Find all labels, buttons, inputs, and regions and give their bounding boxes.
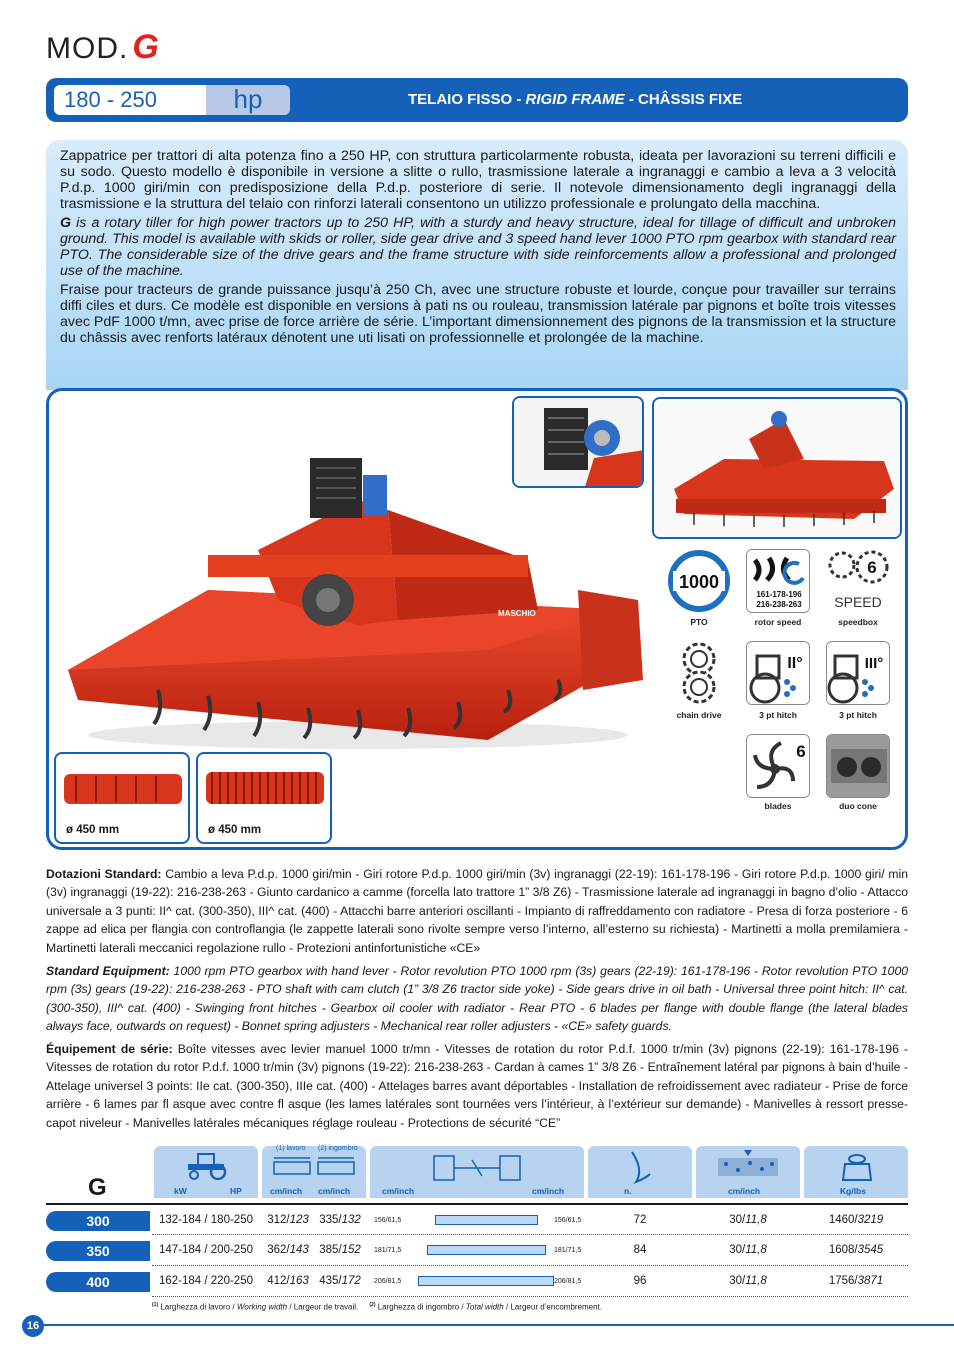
row-400-depth: 30/11,8 <box>729 1275 767 1287</box>
equipment-en-text: 1000 rpm PTO gearbox with hand lever - Rotor revolution PTO 1000 rpm (3s) gears (22-19): 161-178-196 - Rotor revolution PTO 1000 rpm (3s) gears (19-22): 216-238-263 - PTO shaft with cam clutch (1” 3/8 Z6 tractor side yoke) - Side gears drive in oil bath - Universal three point hitch: II^ cat. (300-350), III^ cat. (400) - Swinging front hitches - Gearbox oil cooler with radiator - Rear PTO - 6 blades per flange with double flange (the lateral blades always face, outwards on request) - Bonnet spring adjusters - Mechanical rear roller adjusters - «CE» safety guards. <box>46 964 909 1034</box>
blades-header: n. <box>624 1186 632 1196</box>
description <box>60 148 896 349</box>
roller-2-diameter: ø 450 mm <box>208 824 262 836</box>
track-right-header: cm/inch <box>532 1186 565 1196</box>
row-300-blades: 72 <box>633 1214 647 1226</box>
total-width-tag: (2) ingombro <box>318 1145 358 1152</box>
hitch-cat3-caption: 3 pt hitch <box>839 710 877 720</box>
svg-text:III°: III° <box>864 655 884 672</box>
svg-text:216-238-263: 216-238-263 <box>756 600 802 609</box>
model-title <box>46 28 160 67</box>
working-width-header: cm/inch <box>270 1186 303 1196</box>
row-400-weight: 1756/3871 <box>828 1275 884 1287</box>
width-diagram-icon <box>270 1156 360 1182</box>
hitch-cat3-icon <box>826 641 890 705</box>
description-en-lead: G <box>60 215 72 231</box>
kw-header: kW <box>174 1186 187 1196</box>
speedbox-icon <box>826 549 890 613</box>
svg-text:1000: 1000 <box>678 572 720 592</box>
depth-icon <box>716 1150 780 1180</box>
track-left-header: cm/inch <box>382 1186 415 1196</box>
standard-equipment-fr <box>46 1040 908 1132</box>
row-divider <box>152 1234 908 1235</box>
rotor-speed-icon <box>746 549 810 613</box>
footnote-2-en: Total width <box>465 1302 504 1312</box>
row-divider <box>152 1296 908 1297</box>
row-350-track-right: 181/71,5 <box>554 1247 582 1254</box>
equipment-en-label: Standard Equipment: <box>46 964 170 978</box>
row-300-track-bar <box>435 1215 538 1225</box>
row-300-power: 132-184 / 180-250 <box>159 1214 253 1226</box>
svg-text:SPEED: SPEED <box>834 594 882 610</box>
weight-column-header <box>804 1146 908 1198</box>
hp-unit: hp <box>206 85 290 115</box>
weight-icon <box>842 1152 872 1182</box>
row-300-track-left: 156/61,5 <box>374 1217 402 1224</box>
row-350-track-bar <box>427 1245 546 1255</box>
standard-equipment-it <box>46 865 908 957</box>
footnote-2-marker: (2) <box>369 1302 376 1308</box>
footnote-2-it: Larghezza di ingombro / <box>375 1302 466 1312</box>
frame-title-it: TELAIO FISSO - <box>408 91 526 108</box>
equipment-it-text: Cambio a leva P.d.p. 1000 giri/min - Giri rotore P.d.p. 1000 giri/min (3v) ingranaggi (22-19): 161-178-196 - Giri rotore P.d.p. 1000 giri/ min (3v) ingranaggi (19-22): 216-238-263 - Giunto cardanico a camme (forcella lato trattore 1” 3/8 Z6) - Trasmissione laterale ad ingranaggi in bagno d’olio - Attacco universale a 3 punti: II^ cat. (300-350), III^ cat. (400) - Attacchi barre anteriori oscillanti - Impianto di raffreddamento con radiatore - Presa di forza posteriore - 6 zappe ad elica per flangia con controflangia (le zappette laterali sono rivolte sempre verso l’interno, all’esterno su richiesta) - Martinetti a molla premilamiera - Martinetti laterali meccanici regolazione rullo - Protezioni antinfortunistiche «CE» <box>46 867 908 955</box>
frame-title-fr: - CHÂSSIS FIXE <box>624 91 743 108</box>
depth-column-header <box>696 1146 800 1198</box>
row-400-total-width: 435/172 <box>319 1275 361 1287</box>
footnote-1-en: Working width <box>236 1302 288 1312</box>
description-fr: Fraise pour tracteurs de grande puissance jusqu’à 250 Ch, avec une structure robuste et lourde, conçue pour travailler sur terrains diffi ciles et durs. Ce modèle est disponible en versions à pati ns ou rouleau, transmission latérale par pignons et boîte trois vitesses avec PdF 1000 t/mn, avec prise de force arrière de série. L’important dimensionnement des pignons de la transmission et la structure du châssis avec renforts latéraux dénotent une uti lisati on professionnelle et prolongée de la machine. <box>60 282 896 346</box>
equipment-fr-label: Équipement de série: <box>46 1042 173 1056</box>
row-300-working-width: 312/123 <box>267 1214 309 1226</box>
track-column-header <box>370 1146 584 1198</box>
row-350-total-width: 385/152 <box>319 1244 361 1256</box>
pto-caption: PTO <box>690 617 708 627</box>
svg-text:6: 6 <box>796 742 806 761</box>
title-bar <box>46 78 908 122</box>
description-en <box>60 215 896 279</box>
equipment-fr-text: Boîte vitesses avec levier manuel 1000 tr/mn - Vitesses de rotation du rotor P.d.f. 1000 tr/min (3v) pignons (22-19): 161-178-196 - Vitesses de rotation du rotor P.d.f. 1000 tr/min (3v) pignons (19-22): 216-238-263 - Cardan à cames 1” 3/8 Z6 - Entraînement latéral par pignons à bain d’huile - Attelage universel 3 points: IIe cat. (300-350), IIIe cat. (400) - Attelages barres avant déportables - Installation de refroidissement avec radiateur - Prise de force arrière - 6 lames par fl asque avec contre fl asque (les lames latérales sont tournées vers l’intérieur, à l’extérieur sur demande) - Manivelles à ressort presse-capot niveleur - Manivelles latérales mécaniques réglage rouleau - Protections de sécurité “CE” <box>46 1042 908 1130</box>
working-width-tag: (1) lavoro <box>276 1145 306 1152</box>
row-350-depth: 30/11,8 <box>729 1244 767 1256</box>
tractor-icon <box>184 1150 232 1180</box>
standard-equipment-en <box>46 962 908 1036</box>
equipment-it-label: Dotazioni Standard: <box>46 867 162 881</box>
hp-range: 180 - 250 <box>64 87 157 112</box>
svg-text:6: 6 <box>867 558 877 577</box>
page-number: 16 <box>22 1315 44 1337</box>
blades-icon <box>746 734 810 798</box>
row-400-track-right: 206/81,5 <box>554 1278 582 1285</box>
chain-drive-caption: chain drive <box>676 710 722 720</box>
row-350-working-width: 362/143 <box>267 1244 309 1256</box>
brand-decal: MASCHIO <box>498 609 536 618</box>
footnote-2-fr: / Largeur d’encombrement. <box>503 1302 603 1312</box>
blades-caption: blades <box>764 801 792 811</box>
width-column-header <box>262 1146 366 1198</box>
row-350-blades: 84 <box>633 1244 647 1256</box>
model-prefix: MOD. <box>46 32 129 65</box>
row-divider <box>152 1265 908 1266</box>
roller-1-diameter: ø 450 mm <box>66 824 120 836</box>
svg-text:161-178-196: 161-178-196 <box>756 590 802 599</box>
hp-header: HP <box>230 1186 242 1196</box>
frame-title-en: RIGID FRAME <box>525 91 625 108</box>
row-300-depth: 30/11,8 <box>729 1214 767 1226</box>
row-400-track-bar <box>418 1276 554 1286</box>
footer-rule <box>30 1324 954 1326</box>
blade-icon <box>624 1150 654 1184</box>
blades-column-header <box>588 1146 692 1198</box>
roller-photo-1 <box>54 752 190 844</box>
row-300-track-right: 156/61,5 <box>554 1217 582 1224</box>
gearbox-detail-photo <box>512 396 644 488</box>
track-diagram-icon <box>432 1152 522 1184</box>
table-top-rule <box>46 1203 908 1205</box>
model-300-label: 300 <box>46 1211 150 1231</box>
row-350-track-left: 181/71,5 <box>374 1247 402 1254</box>
row-300-total-width: 335/132 <box>319 1214 361 1226</box>
hitch-cat2-caption: 3 pt hitch <box>759 710 797 720</box>
roller-photo-2 <box>196 752 332 844</box>
weight-header: Kg/lbs <box>840 1186 866 1196</box>
depth-header: cm/inch <box>728 1186 761 1196</box>
row-400-power: 162-184 / 220-250 <box>159 1275 253 1287</box>
table-footnote <box>152 1302 602 1312</box>
model-letter: G <box>132 28 160 66</box>
footnote-1-it: Larghezza di lavoro / <box>158 1302 237 1312</box>
model-350-label: 350 <box>46 1241 150 1261</box>
pto-icon <box>667 549 731 613</box>
footnote-1-fr: / Largeur de travail. <box>287 1302 359 1312</box>
row-400-working-width: 412/163 <box>267 1275 309 1287</box>
description-en-text: is a rotary tiller for high power tractors up to 250 HP, with a sturdy and heavy structure, ideal for tillage of difficult and unbroken ground. This model is available with skids or roller, side gear drive and 3 speed hand lever 1000 PTO rpm gearbox with standard rear PTO. The considerable size of the drive gears and the frame structure with side reinforcements allow a professional and prolonged use of the machine. <box>60 215 896 279</box>
svg-text:II°: II° <box>787 655 803 672</box>
row-350-power: 147-184 / 200-250 <box>159 1244 253 1256</box>
description-it: Zappatrice per trattori di alta potenza fino a 250 HP, con struttura particolarmente robusta, ideata per lavorazioni su terreni difficili e su sodo. Questo modello è disponibile in versione a slitte o rullo, trasmissione laterale a ingranaggi e cambio a leva a 3 velocità P.d.p. 1000 giri/min con predisposizione della P.d.p. posteriore di serie. Il notevole dimensionamento degli ingranaggi della trasmissione e la struttura del telaio con rinforzi laterali consentono un utilizzo professionale e prolungato della macchina. <box>60 148 896 212</box>
hp-range-box <box>54 85 290 115</box>
tiller-rear-photo <box>652 397 902 539</box>
hitch-cat2-icon <box>746 641 810 705</box>
speedbox-caption: speedbox <box>838 617 878 627</box>
model-400-label: 400 <box>46 1272 150 1292</box>
chain-drive-icon <box>667 641 731 705</box>
power-column-header <box>154 1146 258 1198</box>
row-300-weight: 1460/3219 <box>828 1214 884 1226</box>
row-400-blades: 96 <box>633 1275 647 1287</box>
duo-cone-icon <box>826 734 890 798</box>
duo-cone-caption: duo cone <box>839 801 877 811</box>
rotor-speed-caption: rotor speed <box>754 617 802 627</box>
row-400-track-left: 206/81,5 <box>374 1278 402 1285</box>
frame-title <box>408 91 742 108</box>
row-350-weight: 1608/3545 <box>828 1244 884 1256</box>
series-letter: G <box>88 1174 107 1201</box>
footnote-1-marker: (1) <box>152 1302 159 1308</box>
total-width-header: cm/inch <box>318 1186 351 1196</box>
